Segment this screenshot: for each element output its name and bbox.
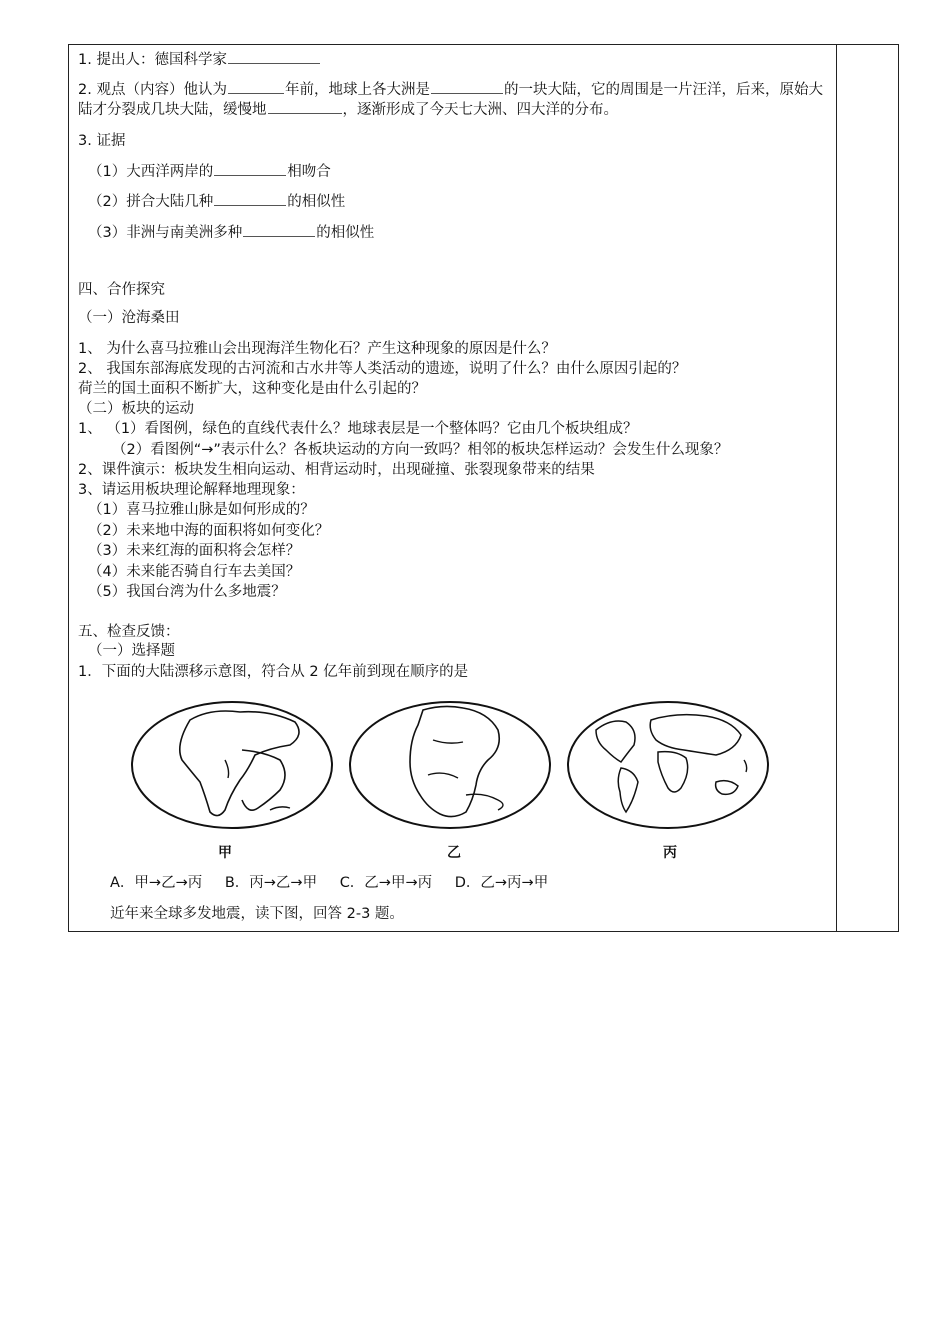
proposer-line [78,50,321,69]
question-legend-arrow: （2）看图例“→”表示什么？各板块运动的方向一致吗？相邻的板块怎样运动？会发生什么现象？ [112,442,729,458]
proposer-label: 1. 提出人：德国科学家 [78,52,227,68]
sub-question: （5）我国台湾为什么多地震？ [88,584,286,600]
blank-proposer[interactable] [228,50,320,64]
option-c[interactable]: C．乙→甲→丙 [339,875,433,891]
map-label-jia: 甲 [218,845,232,861]
question-plate-theory: 3、请运用板块理论解释地理现象： [78,482,305,498]
map-bing [566,700,770,830]
section4-heading: 四、合作探究 [78,282,165,298]
blank-drift[interactable] [268,100,342,114]
column-divider [836,44,837,932]
question-drift-order: 1．下面的大陆漂移示意图，符合从 2 亿年前到现在顺序的是 [78,664,469,680]
sub-question: （2）未来地中海的面积将如何变化？ [88,523,330,539]
option-a[interactable]: A．甲→乙→丙 [110,875,203,891]
option-d[interactable]: D．乙→丙→甲 [454,875,549,891]
section4-sub2: （二）板块的运动 [78,401,194,417]
question-netherlands: 荷兰的国土面积不断扩大，这种变化是由什么引起的？ [78,381,426,397]
sub-question: （4）未来能否骑自行车去美国？ [88,564,301,580]
blank-evidence-2[interactable] [214,192,286,206]
blank-years[interactable] [228,80,284,94]
section4-sub1: （一）沧海桑田 [78,310,180,326]
map-label-yi: 乙 [447,845,461,861]
section5-sub1: （一）选择题 [88,643,175,659]
earthquake-note: 近年来全球多发地震，读下图，回答 2-3 题。 [110,906,404,922]
question-seabed-remains: 2、 我国东部海底发现的古河流和古水井等人类活动的遗迹，说明了什么？由什么原因引起的？ [78,361,687,377]
sub-question: （1）喜马拉雅山脉是如何形成的？ [88,502,315,518]
evidence-heading: 3. 证据 [78,133,126,149]
blank-continent[interactable] [431,80,503,94]
evidence-item: （2）拼合大陆几种 的相似性 [88,194,346,210]
question-courseware: 2、课件演示：板块发生相向运动、相背运动时，出现碰撞、张裂现象带来的结果 [78,462,595,478]
answer-options [110,874,566,892]
evidence-item: （1）大西洋两岸的 相吻合 [88,164,331,180]
evidence-item: （3）非洲与南美洲多种 的相似性 [88,225,375,241]
map-yi [348,700,552,830]
blank-evidence-3[interactable] [243,223,315,237]
map-jia [130,700,334,830]
blank-evidence-1[interactable] [214,162,286,176]
question-legend-line: 1、 （1）看图例，绿色的直线代表什么？地球表层是一个整体吗？它由几个板块组成？ [78,421,638,437]
sub-question: （3）未来红海的面积将会怎样？ [88,543,301,559]
viewpoint-paragraph: 2. 观点（内容）他认为 年前，地球上各大洲是 的一块大陆，它的周围是一片汪洋，后来，原始大陆才分裂成几块大陆，缓慢地 ，逐渐形成了今天七大洲、四大洋的分布。 [78,82,823,118]
section5-heading: 五、检查反馈： [78,624,180,640]
option-b[interactable]: B．丙→乙→甲 [224,875,318,891]
drift-maps [130,700,770,870]
map-label-bing: 丙 [663,845,677,861]
question-himalaya-fossil: 1、 为什么喜马拉雅山会出现海洋生物化石？产生这种现象的原因是什么？ [78,341,556,357]
